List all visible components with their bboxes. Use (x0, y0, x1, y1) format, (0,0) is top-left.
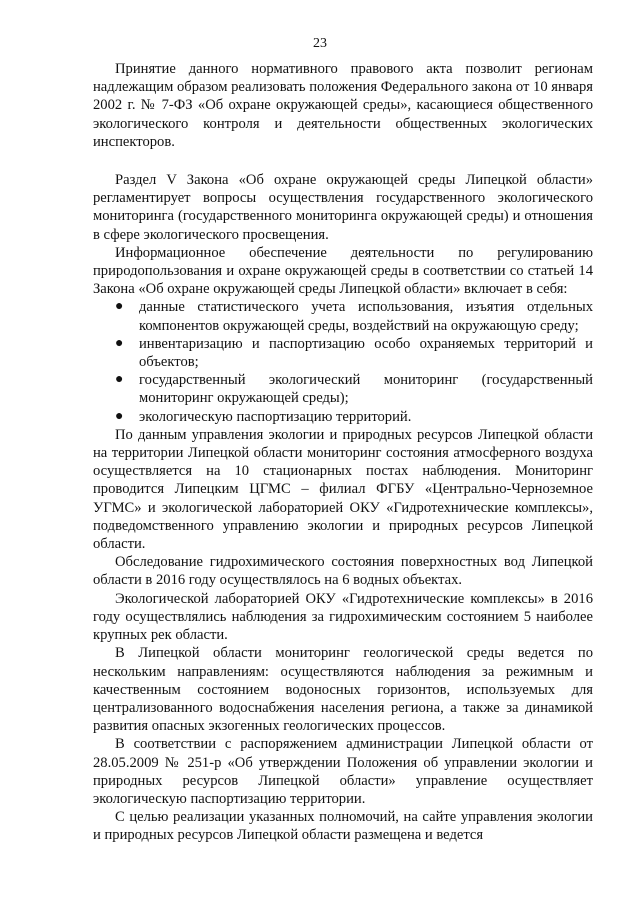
list-item-text: государственный экологический мониторинг (государственный мониторинг окружающей среды); (139, 372, 593, 407)
list-item-text: инвентаризацию и паспортизацию особо охраняемых территорий и объектов; (139, 335, 593, 371)
paragraph-geological-monitoring: В Липецкой области мониторинг геологической среды ведется по нескольким направлениям: осуществляются наблюдения за режимным и качественным состоянием водоносных горизонтов, используемых для централизованного водоснабжения населения региона, а также за динамикой развития опасных экзогенных геологических процессов. (93, 645, 593, 735)
paragraph-information-support: Информационное обеспечение деятельности по регулированию природопользования и охране окружающей среды в соответствии со статьей 14 Закона «Об охране окружающей среды Липецкой области» включает в себя: (93, 244, 593, 298)
page-number: 23 (313, 36, 327, 51)
list-item (93, 371, 593, 407)
document-body (93, 60, 593, 845)
bullet-icon: ● (115, 408, 124, 424)
list-item-text: экологическую паспортизацию территорий. (139, 408, 412, 425)
paragraph-water-survey: Обследование гидрохимического состояния поверхностных вод Липецкой области в 2016 году осуществлялось на 6 водных объектах. (93, 554, 593, 589)
paragraph-administration-order: В соответствии с распоряжением администрации Липецкой области от 28.05.2009 № 251-р «Об утверждении Положения об управлении экологии и природных ресурсов Липецкой области» управление осуществляет экологическую паспортизацию территории. (93, 736, 593, 807)
list-item (93, 298, 593, 334)
paragraph-section-v: Раздел V Закона «Об охране окружающей среды Липецкой области» регламентирует вопросы осуществления государственного экологического мониторинга (государственного мониторинга окружающей среды) и отношения в сфере экологического просвещения. (93, 172, 593, 243)
bullet-icon: ● (115, 335, 124, 351)
paragraph-air-monitoring: По данным управления экологии и природных ресурсов Липецкой области на территории Липецкой области мониторинг состояния атмосферного воздуха осуществляется на 10 стационарных постах наблюдения. Мониторинг проводится Липецким ЦГМС – филиал ФГБУ «Центрально-Черноземное УГМС» и экологической лабораторией ОКУ «Гидротехнические комплексы», подведомственного управлению экологии и природных ресурсов Липецкой области. (93, 426, 593, 553)
bullet-icon: ● (115, 372, 124, 388)
list-item-text: данные статистического учета использования, изъятия отдельных компонентов окружающей среды, воздействий на окружающую среду; (139, 299, 593, 334)
list-item (93, 335, 593, 371)
bullet-list (93, 298, 593, 425)
paragraph-website: С целью реализации указанных полномочий, на сайте управления экологии и природных ресурсов Липецкой области размещена и ведется (93, 809, 593, 844)
paragraph-normative-act: Принятие данного нормативного правового акта позволит регионам надлежащим образом реализовать положения Федерального закона от 10 января 2002 г. № 7-ФЗ «Об охране окружающей среды», касающиеся общественного экологического контроля и деятельности общественных экологических инспекторов. (93, 61, 593, 150)
bullet-icon: ● (115, 299, 124, 315)
list-item (93, 408, 593, 426)
paragraph-river-observation: Экологической лабораторией ОКУ «Гидротехнические комплексы» в 2016 году осуществлялись наблюдения за гидрохимическим состоянием 5 наиболее крупных рек области. (93, 590, 593, 644)
